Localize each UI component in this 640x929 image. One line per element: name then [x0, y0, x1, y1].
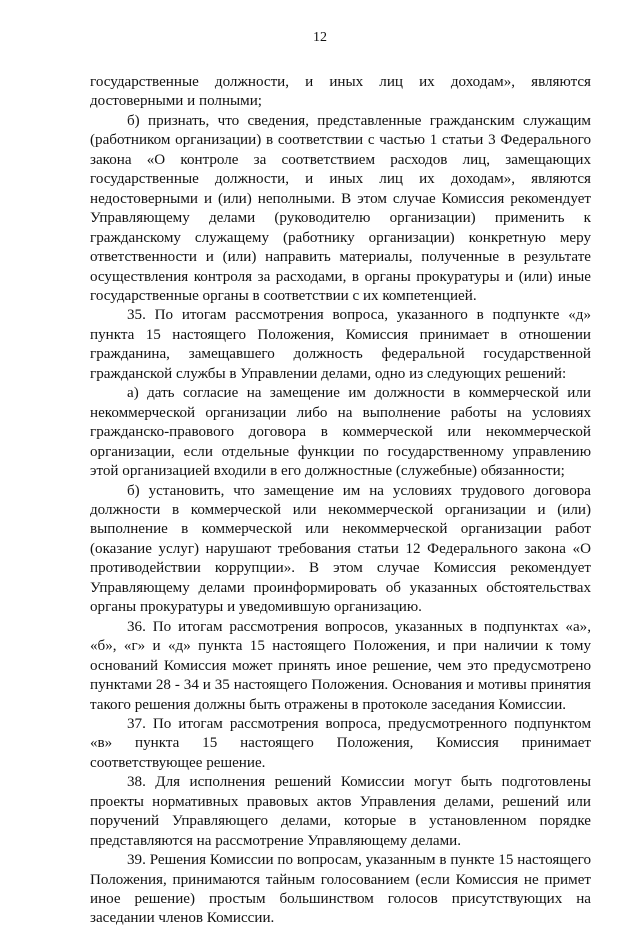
paragraph-39: 39. Решения Комиссии по вопросам, указанным в пункте 15 настоящего Положения, принимаются тайным голосованием (если Комиссия не примет иное решение) простым большинством голосов присутствующих на заседании членов Комиссии.: [90, 852, 591, 927]
paragraph-37: 37. По итогам рассмотрения вопроса, предусмотренного подпунктом «в» пункта 15 настоящего Положения, Комиссия принимает соответствующее решение.: [90, 715, 591, 771]
page-number: 12: [313, 30, 327, 45]
paragraph-34b: б) признать, что сведения, представленные гражданским служащим (работником организации) в соответствии с частью 1 статьи 3 Федерального закона «О контроле за соответствием расходов лиц, замещающих государственные должности, и иных лиц их доходам», являются недостоверными и (или) неполными. В этом случае Комиссия рекомендует Управляющему делами (руководителю организации) применить к гражданскому служащему (работнику организации) конкретную меру ответственности и (или) направить материалы, полученные в результате осуществления контроля за расходами, в органы прокуратуры и (или) иные государственные органы в соответствии с их компетенцией.: [90, 112, 591, 304]
document-body: [90, 73, 591, 929]
paragraph-35b: б) установить, что замещение им на условиях трудового договора должности в коммерческой или некоммерческой организации и (или) выполнение в коммерческой или некоммерческой организации работ (оказание услуг) нарушают требования статьи 12 Федерального закона «О противодействии коррупции». В этом случае Комиссия рекомендует Управляющему делами проинформировать об указанных обстоятельствах органы прокуратуры и уведомившую организацию.: [90, 482, 591, 616]
paragraph-35a: а) дать согласие на замещение им должности в коммерческой или некоммерческой организации либо на выполнение работы на условиях гражданско-правового договора в коммерческой или некоммерческой организации, если отдельные функции по государственному управлению этой организацией входили в его должностные (служебные) обязанности;: [90, 385, 591, 480]
paragraph-35: 35. По итогам рассмотрения вопроса, указанного в подпункте «д» пункта 15 настоящего Положения, Комиссия принимает в отношении гражданина, замещавшего должность федеральной государственной гражданской службы в Управлении делами, одно из следующих решений:: [90, 307, 591, 382]
paragraph-38: 38. Для исполнения решений Комиссии могут быть подготовлены проекты нормативных правовых актов Управления делами, решений или поручений Управляющего делами, которые в установленном порядке представляются на рассмотрение Управляющему делами.: [90, 774, 591, 849]
paragraph-36: 36. По итогам рассмотрения вопросов, указанных в подпунктах «а», «б», «г» и «д» пункта 15 настоящего Положения, и при наличии к тому оснований Комиссия может принять иное решение, чем это предусмотрено пунктами 28 - 34 и 35 настоящего Положения. Основания и мотивы принятия такого решения должны быть отражены в протоколе заседания Комиссии.: [90, 618, 591, 713]
paragraph-continuation: государственные должности, и иных лиц их доходам», являются достоверными и полными;: [90, 74, 591, 110]
